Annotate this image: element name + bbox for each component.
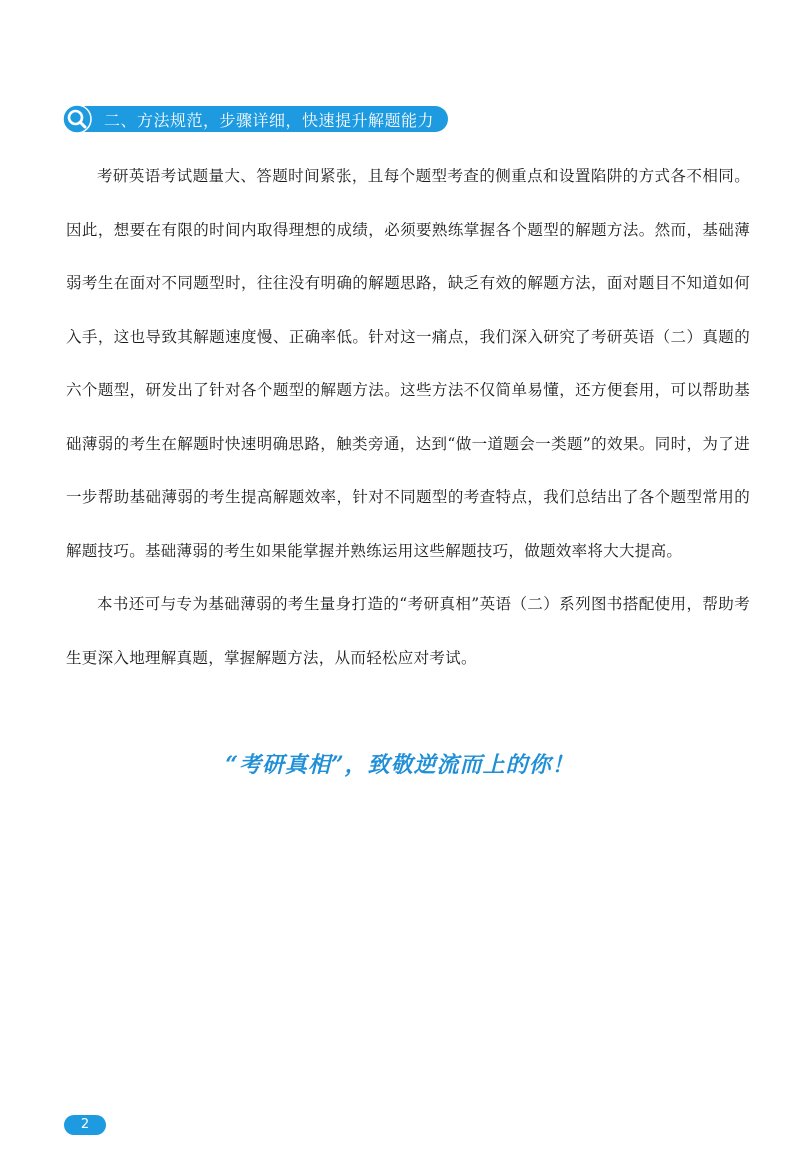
section-header: [62, 104, 448, 134]
slogan: “考研真相”，致敬逆流而上的你！: [225, 752, 575, 778]
magnifier-icon: [62, 104, 92, 134]
paragraph-2: 本书还可与专为基础薄弱的考生量身打造的“考研真相”英语（二）系列图书搭配使用，帮助考生更深入地理解真题，掌握解题方法，从而轻松应对考试。: [66, 595, 750, 667]
section-title: 二、方法规范，步骤详细，快速提升解题能力: [78, 106, 448, 132]
page-number: 2: [64, 1115, 106, 1135]
body-text: [66, 150, 750, 685]
paragraph-1: 考研英语考试题量大、答题时间紧张，且每个题型考查的侧重点和设置陷阱的方式各不相同。因此，想要在有限的时间内取得理想的成绩，必须要熟练掌握各个题型的解题方法。然而，基础薄弱考生在面对不同题型时，往往没有明确的解题思路，缺乏有效的解题方法，面对题目不知道如何入手，这也导致其解题速度慢、正确率低。针对这一痛点，我们深入研究了考研英语（二）真题的六个题型，研发出了针对各个题型的解题方法。这些方法不仅简单易懂，还方便套用，可以帮助基础薄弱的考生在解题时快速明确思路，触类旁通，达到“做一道题会一类题”的效果。同时，为了进一步帮助基础薄弱的考生提高解题效率，针对不同题型的考查特点，我们总结出了各个题型常用的解题技巧。基础薄弱的考生如果能掌握并熟练运用这些解题技巧，做题效率将大大提高。: [66, 167, 750, 560]
